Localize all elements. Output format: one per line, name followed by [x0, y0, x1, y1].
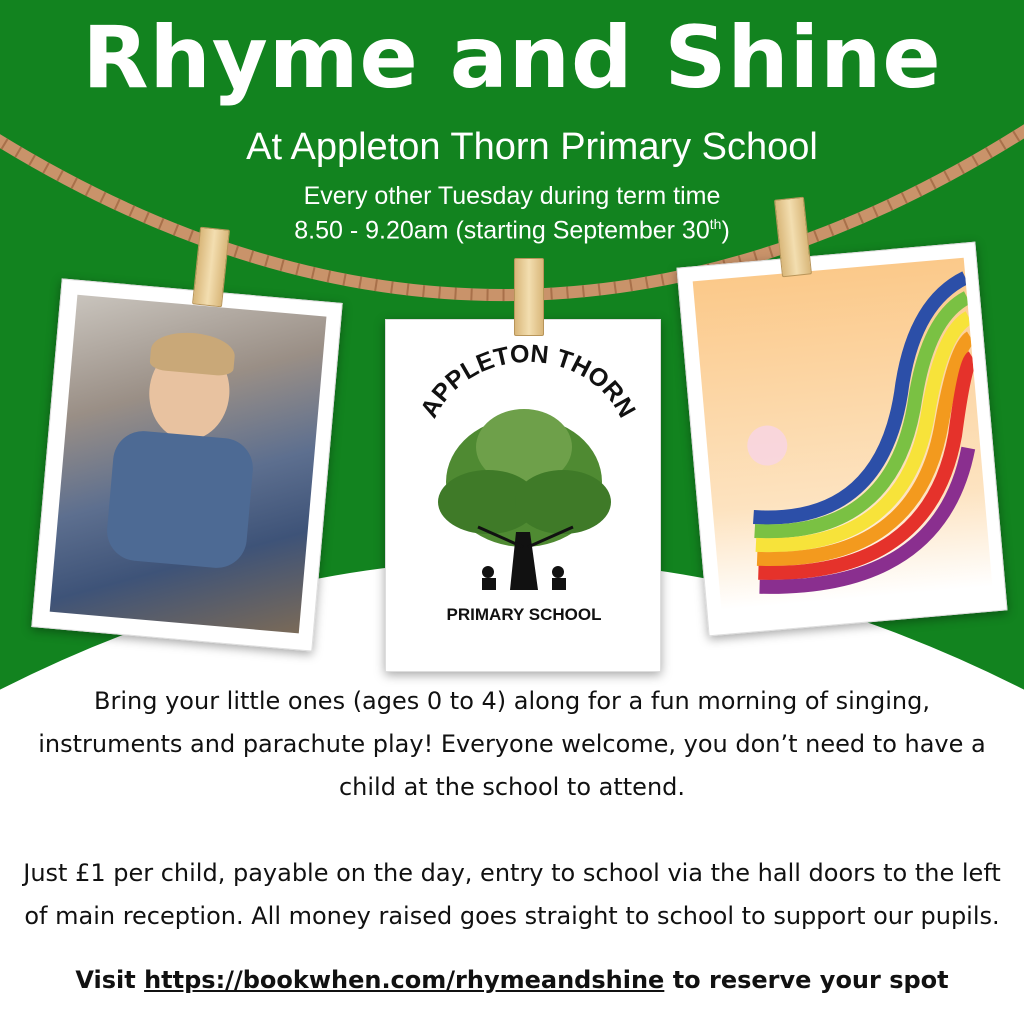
subtitle: At Appleton Thorn Primary School — [246, 126, 818, 168]
schedule — [0, 182, 1024, 244]
schedule-line-1: Every other Tuesday during term time — [303, 182, 721, 210]
booking-link[interactable]: https://bookwhen.com/rhymeandshine — [144, 966, 665, 994]
clothes-peg — [514, 258, 544, 336]
photo-child — [31, 278, 342, 651]
schedule-line-2: 8.50 - 9.20am (starting September 30th) — [294, 216, 730, 245]
call-to-action: Visit https://bookwhen.com/rhymeandshine to reserve your spot — [75, 966, 949, 994]
school-logo — [398, 332, 650, 650]
page-title: Rhyme and Shine — [82, 8, 942, 108]
photo-school-logo — [385, 319, 661, 672]
description — [20, 680, 1004, 981]
description-paragraph-1: Bring your little ones (ages 0 to 4) along for a fun morning of singing, instruments and parachute play! Everyone welcome, you don’t need to have a child at the school to attend. — [38, 687, 986, 801]
rainbow-illustration — [693, 258, 993, 610]
svg-text:APPLETON THORN: APPLETON THORN — [415, 339, 641, 423]
description-paragraph-2: Just £1 per child, payable on the day, entry to school via the hall doors to the left of main reception. All money raised goes straight to school to support our pupils. — [23, 859, 1001, 930]
svg-text:PRIMARY SCHOOL: PRIMARY SCHOOL — [446, 605, 602, 624]
photo-rainbow-music — [676, 242, 1007, 637]
